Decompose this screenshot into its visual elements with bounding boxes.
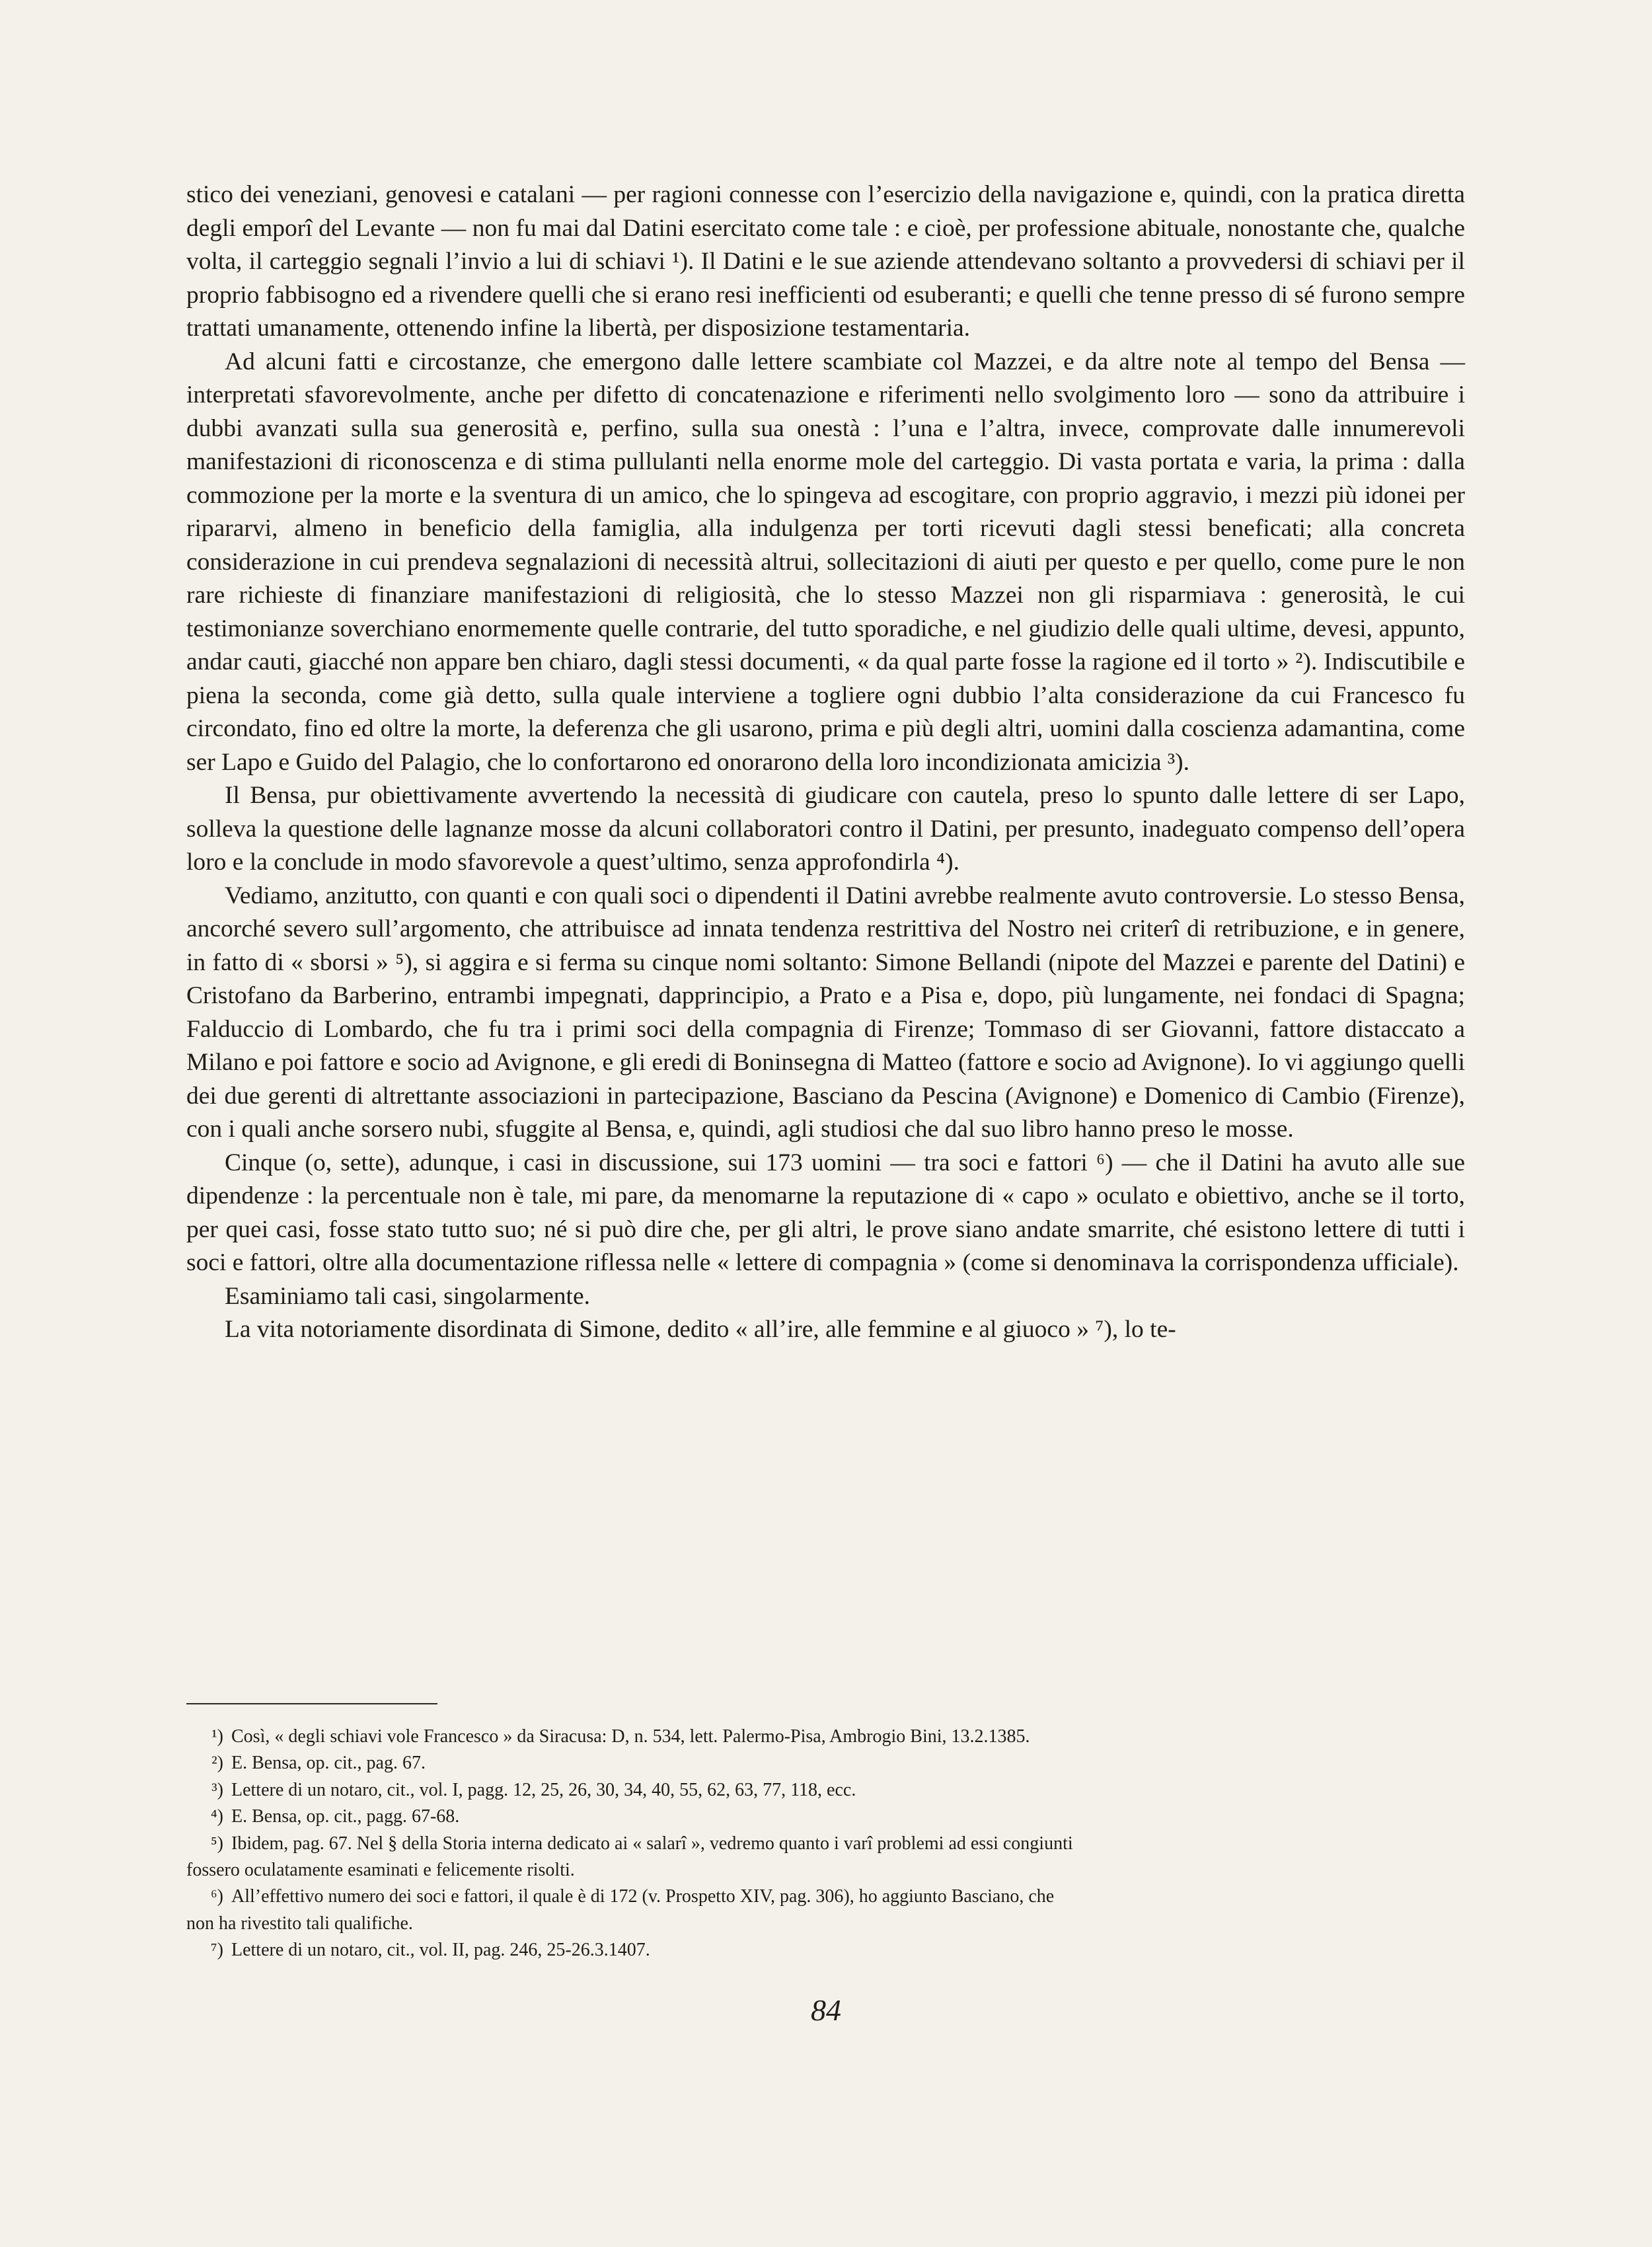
footnote-separator xyxy=(186,1703,437,1704)
footnote-text: Così, « degli schiavi vole Francesco » da Siracusa: D, n. 534, lett. Palermo-Pisa, Ambrogio Bini, 13.2.1385. xyxy=(231,1726,1030,1747)
footnote-number: ²) xyxy=(211,1753,223,1774)
footnote-number: ⁴) xyxy=(210,1806,223,1827)
paragraph: Il Bensa, pur obiettivamente avvertendo la necessità di giudicare con cautela, preso lo spunto dalle lettere di ser Lapo, solleva la questione delle lagnanze mosse da alcuni collaboratori contro il Datini, per presunto, inadeguato compenso dell’opera loro e la conclude in modo sfavorevole a quest’ultimo, senza approfondirla ⁴). xyxy=(186,782,1465,876)
footnote-text: E. Bensa, op. cit., pagg. 67-68. xyxy=(231,1806,460,1827)
footnote-continuation: fossero oculatamente esaminati e felicemente risolti. xyxy=(186,1860,575,1881)
footnote-text: All’effettivo numero dei soci e fattori, il quale è di 172 (v. Prospetto XIV, pag. 306), ho aggiunto Basciano, che xyxy=(231,1886,1055,1907)
footnote-text: E. Bensa, op. cit., pag. 67. xyxy=(231,1753,426,1774)
paragraph: Cinque (o, sette), adunque, i casi in discussione, sui 173 uomini — tra soci e fattori ⁶) — che il Datini ha avuto alle sue dipendenze : la percentuale non è tale, mi pare, da menomarne la reputazione di « capo » oculato e obiettivo, anche se il torto, per quei casi, fosse stato tutto suo; né si può dire che, per gli altri, le prove siano andate smarrite, ché esistono lettere di tutti i soci e fattori, oltre alla documentazione riflessa nelle « lettere di compagnia » (come si denominava la corrispondenza ufficiale). xyxy=(186,1149,1465,1276)
footnote xyxy=(186,1804,1465,1830)
paragraph: La vita notoriamente disordinata di Simone, dedito « all’ire, alle femmine e al giuoco » ⁷), lo te- xyxy=(225,1316,1176,1343)
paragraph: Ad alcuni fatti e circostanze, che emergono dalle lettere scambiate col Mazzei, e da altre note al tempo del Bensa — interpretati sfavorevolmente, anche per difetto di concatenazione e riferimenti nello svolgimento loro — sono da attribuire i dubbi avanzati sulla sua generosità e, perfino, sulla sua onestà : l’una e l’altra, invece, comprovate dalle innumerevoli manifestazioni di riconoscenza e di stima pullulanti nella enorme mole del carteggio. Di vasta portata e varia, la prima : dalla commozione per la morte e la sventura di un amico, che lo spingeva ad escogitare, con proprio aggravio, i mezzi più idonei per ripararvi, almeno in beneficio della famiglia, alla indulgenza per torti ricevuti dagli stessi beneficati; alla concreta considerazione in cui prendeva segnalazioni di necessità altrui, sollecitazioni di aiuti per questo e per quello, come pure le non rare richieste di finanziare manifestazioni di religiosità, che lo stesso Mazzei non gli risparmiava : generosità, le cui testimonianze soverchiano enormemente quelle contrarie, del tutto sporadiche, e nel giudizio delle quali ultime, devesi, appunto, andar cauti, giacché non appare ben chiaro, dagli stessi documenti, « da qual parte fosse la ragione ed il torto » ²). Indiscutibile e piena la seconda, come già detto, sulla quale interviene a togliere ogni dubbio l’alta considerazione da cui Francesco fu circondato, fino ed oltre la morte, la deferenza che gli usarono, prima e più degli altri, uomini dalla coscienza adamantina, come ser Lapo e Guido del Palagio, che lo confortarono ed onorarono della loro incondizionata amicizia ³). xyxy=(186,348,1465,776)
footnote-number: ⁵) xyxy=(210,1833,223,1854)
footnote-text: Lettere di un notaro, cit., vol. II, pag. 246, 25-26.3.1407. xyxy=(231,1940,650,1961)
paragraph: Esaminiamo tali casi, singolarmente. xyxy=(225,1282,590,1310)
paragraph: stico dei veneziani, genovesi e catalani — per ragioni connesse con l’esercizio della navigazione e, quindi, con la pratica diretta degli emporî del Levante — non fu mai dal Datini esercitato come tale : e cioè, per professione abituale, nonostante che, qualche volta, il carteggio segnali l’invio a lui di schiavi ¹). Il Datini e le sue aziende attendevano soltanto a provvedersi di schiavi per il proprio fabbisogno ed a rivendere quelli che si erano resi inefficienti od esuberanti; e quelli che tenne presso di sé furono sempre trattati umanamente, ottenendo infine la libertà, per disposizione testamentaria. xyxy=(186,181,1465,342)
footnote-number: ¹) xyxy=(211,1726,223,1747)
footnote-number: ⁷) xyxy=(210,1940,223,1961)
footnote xyxy=(186,1937,1465,1963)
footnote xyxy=(186,1884,1465,1910)
footnote xyxy=(186,1724,1465,1750)
footnote-text: Lettere di un notaro, cit., vol. I, pagg. 12, 25, 26, 30, 34, 40, 55, 62, 63, 77, 118, ecc. xyxy=(231,1779,856,1800)
paragraph: Vediamo, anzitutto, con quanti e con quali soci o dipendenti il Datini avrebbe realmente avuto controversie. Lo stesso Bensa, ancorché severo sull’argomento, che attribuisce ad innata tendenza restrittiva del Nostro nei criterî di retribuzione, e in genere, in fatto di « sborsi » ⁵), si aggira e si ferma su cinque nomi soltanto: Simone Bellandi (nipote del Mazzei e parente del Datini) e Cristofano da Barberino, entrambi impegnati, dapprincipio, a Prato e a Pisa e, dopo, più lungamente, nei fondaci di Spagna; Falduccio di Lombardo, che fu tra i primi soci della compagnia di Firenze; Tommaso di ser Giovanni, fattore distaccato a Milano e poi fattore e socio ad Avignone, e gli eredi di Boninsegna di Matteo (fattore e socio ad Avignone). Io vi aggiungo quelli dei due gerenti di altrettante associazioni in partecipazione, Basciano da Pescina (Avignone) e Domenico di Cambio (Firenze), con i quali anche sorsero nubi, sfuggite al Bensa, e, quindi, agli studiosi che dal suo libro hanno preso le mosse. xyxy=(186,882,1465,1143)
footnote-continuation: non ha rivestito tali qualifiche. xyxy=(186,1913,413,1934)
footnote-number: ³) xyxy=(211,1779,223,1800)
footnote xyxy=(186,1777,1465,1804)
footnotes xyxy=(186,1724,1465,1964)
footnote-number: ⁶) xyxy=(210,1886,223,1907)
body-text xyxy=(186,178,1465,1347)
page-number: 84 xyxy=(811,1993,841,2027)
footnote xyxy=(186,1750,1465,1776)
footnote xyxy=(186,1831,1465,1857)
footnote-text: Ibidem, pag. 67. Nel § della Storia interna dedicato ai « salarî », vedremo quanto i varî problemi ad essi congiunti xyxy=(231,1833,1073,1854)
